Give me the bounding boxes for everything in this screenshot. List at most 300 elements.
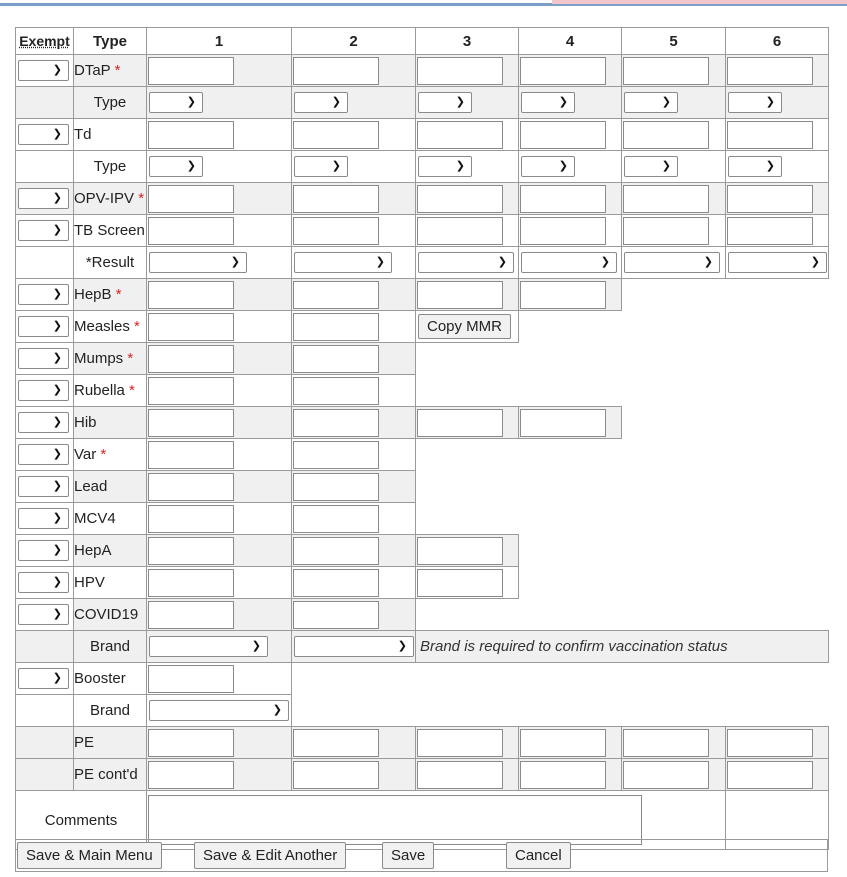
hepb-dose-2[interactable] (293, 281, 379, 309)
chevron-down-icon: ❯ (52, 672, 62, 684)
row-lead (16, 471, 829, 503)
pe-field-6[interactable] (727, 729, 813, 757)
tb-dose-5[interactable] (623, 217, 709, 245)
type-cell (416, 87, 519, 119)
opv-dose-5[interactable] (623, 185, 709, 213)
result-select-6[interactable] (728, 252, 827, 273)
exempt-select-mumps[interactable] (18, 348, 69, 369)
header-col-4: 4 (519, 28, 622, 55)
hib-dose-3[interactable] (417, 409, 503, 437)
pe-contd-field-3[interactable] (417, 761, 503, 789)
covid-brand-select-2[interactable] (294, 636, 414, 657)
chevron-down-icon: ❯ (52, 224, 62, 236)
mcv4-dose-1[interactable] (148, 505, 234, 533)
hepa-dose-3[interactable] (417, 537, 503, 565)
dose-cell (147, 183, 292, 215)
dose-cell (292, 343, 416, 375)
row-tb-result (16, 247, 829, 279)
covid-brand-select-1[interactable] (149, 636, 268, 657)
empty-cell (292, 695, 829, 727)
dose-cell (622, 759, 726, 791)
exempt-cell (16, 439, 74, 471)
result-select-3[interactable] (418, 252, 514, 273)
exempt-cell (16, 183, 74, 215)
copy-mmr-cell (416, 311, 519, 343)
dose-cell (292, 407, 416, 439)
dose-cell (292, 599, 416, 631)
opv-dose-2[interactable] (293, 185, 379, 213)
opv-dose-1[interactable] (148, 185, 234, 213)
empty-cell (16, 151, 74, 183)
chevron-down-icon: ❯ (186, 96, 196, 108)
empty-cell (16, 727, 74, 759)
hepb-dose-3[interactable] (417, 281, 503, 309)
chevron-down-icon: ❯ (600, 256, 610, 268)
var-dose-1[interactable] (148, 441, 234, 469)
dose-cell (292, 567, 416, 599)
exempt-select-mcv4[interactable] (18, 508, 69, 529)
brand-note-cell (416, 631, 829, 663)
td-type-select-2[interactable] (294, 156, 348, 177)
row-hib (16, 407, 829, 439)
header-exempt: Exempt (16, 28, 74, 55)
dose-cell (147, 407, 292, 439)
mcv4-dose-2[interactable] (293, 505, 379, 533)
dose-cell (622, 727, 726, 759)
tb-dose-6[interactable] (727, 217, 813, 245)
exempt-cell (16, 279, 74, 311)
chevron-down-icon: ❯ (52, 192, 62, 204)
td-dose-2[interactable] (293, 121, 379, 149)
dose-cell (292, 311, 416, 343)
dose-cell (147, 311, 292, 343)
chevron-down-icon: ❯ (703, 256, 713, 268)
empty-cell (416, 599, 829, 631)
pe-contd-field-5[interactable] (623, 761, 709, 789)
required-marker: * (129, 382, 135, 399)
result-select-5[interactable] (624, 252, 720, 273)
vaccine-label: Booster (74, 663, 147, 695)
save-button[interactable]: Save (382, 842, 434, 869)
chevron-down-icon: ❯ (765, 96, 775, 108)
tb-dose-2[interactable] (293, 217, 379, 245)
required-marker: * (115, 286, 122, 303)
chevron-down-icon: ❯ (52, 288, 62, 300)
dtap-type-select-6[interactable] (728, 92, 782, 113)
dose-cell (622, 119, 726, 151)
required-marker: * (138, 190, 145, 207)
dose-cell (292, 439, 416, 471)
vaccine-label: Td (74, 119, 147, 151)
dtap-type-select-3[interactable] (418, 92, 472, 113)
empty-cell (16, 759, 74, 791)
row-opv-ipv (16, 183, 829, 215)
immunization-grid (15, 27, 829, 850)
required-marker: * (100, 446, 107, 463)
required-marker: * (127, 350, 134, 367)
dose-cell (416, 55, 519, 87)
empty-cell (519, 567, 829, 599)
vaccine-label: HepB * (74, 279, 147, 311)
vaccine-label: TB Screen (74, 215, 147, 247)
dtap-dose-5[interactable] (623, 57, 709, 85)
dose-cell (292, 279, 416, 311)
exempt-select-covid[interactable] (18, 604, 69, 625)
dose-cell (292, 55, 416, 87)
exempt-cell (16, 375, 74, 407)
opv-dose-6[interactable] (727, 185, 813, 213)
pe-field-2[interactable] (293, 729, 379, 757)
pe-contd-field-6[interactable] (727, 761, 813, 789)
dose-cell (726, 55, 829, 87)
chevron-down-icon: ❯ (52, 480, 62, 492)
row-pe-contd (16, 759, 829, 791)
empty-cell (416, 503, 829, 535)
header-row (16, 28, 829, 55)
top-bar (0, 0, 847, 8)
type-cell (147, 151, 292, 183)
chevron-down-icon: ❯ (52, 416, 62, 428)
save-edit-another-button[interactable]: Save & Edit Another (194, 842, 346, 869)
exempt-cell (16, 599, 74, 631)
header-col-3: 3 (416, 28, 519, 55)
chevron-down-icon: ❯ (52, 544, 62, 556)
dose-cell (416, 567, 519, 599)
dose-cell (292, 759, 416, 791)
cancel-button[interactable]: Cancel (506, 842, 571, 869)
result-select-4[interactable] (521, 252, 617, 273)
dose-cell (519, 55, 622, 87)
dose-cell (292, 183, 416, 215)
hib-dose-2[interactable] (293, 409, 379, 437)
exempt-select-td[interactable] (18, 124, 69, 145)
dose-cell (147, 567, 292, 599)
row-td (16, 119, 829, 151)
chevron-down-icon: ❯ (765, 160, 775, 172)
rubella-dose-2[interactable] (293, 377, 379, 405)
dose-cell (726, 727, 829, 759)
type-label: Type (74, 87, 147, 119)
chevron-down-icon: ❯ (52, 128, 62, 140)
vaccine-label: OPV-IPV * (74, 183, 147, 215)
td-type-select-6[interactable] (728, 156, 782, 177)
opv-dose-4[interactable] (520, 185, 606, 213)
td-type-select-4[interactable] (521, 156, 575, 177)
dose-cell (622, 215, 726, 247)
exempt-cell (16, 55, 74, 87)
empty-cell (622, 279, 829, 311)
dose-cell (147, 599, 292, 631)
comments-textarea[interactable] (148, 795, 642, 845)
empty-cell (519, 535, 829, 567)
vaccine-label: Var * (74, 439, 147, 471)
exempt-cell (16, 567, 74, 599)
type-cell (416, 151, 519, 183)
dose-cell (147, 663, 292, 695)
chevron-down-icon: ❯ (52, 608, 62, 620)
header-col-1: 1 (147, 28, 292, 55)
brand-required-note: Brand is required to confirm vaccination status (420, 638, 728, 655)
dose-cell (726, 183, 829, 215)
brand-cell (147, 631, 292, 663)
chevron-down-icon: ❯ (397, 640, 407, 652)
exempt-select-var[interactable] (18, 444, 69, 465)
dose-cell (147, 535, 292, 567)
exempt-cell (16, 663, 74, 695)
dtap-dose-3[interactable] (417, 57, 503, 85)
covid-dose-2[interactable] (293, 601, 379, 629)
dose-cell (519, 119, 622, 151)
empty-cell (416, 375, 829, 407)
type-cell (726, 151, 829, 183)
td-dose-6[interactable] (727, 121, 813, 149)
dose-cell (147, 375, 292, 407)
row-td-type (16, 151, 829, 183)
td-dose-1[interactable] (148, 121, 234, 149)
hpv-dose-1[interactable] (148, 569, 234, 597)
chevron-down-icon: ❯ (52, 576, 62, 588)
opv-dose-3[interactable] (417, 185, 503, 213)
pe-field-1[interactable] (148, 729, 234, 757)
type-cell (292, 151, 416, 183)
dose-cell (292, 503, 416, 535)
exempt-select-hepa[interactable] (18, 540, 69, 561)
chevron-down-icon: ❯ (52, 64, 62, 76)
chevron-down-icon: ❯ (230, 256, 240, 268)
pe-contd-field-4[interactable] (520, 761, 606, 789)
exempt-select-hepb[interactable] (18, 284, 69, 305)
row-hepb (16, 279, 829, 311)
dose-cell (147, 503, 292, 535)
row-dtap-type (16, 87, 829, 119)
type-cell (622, 87, 726, 119)
dose-cell (519, 215, 622, 247)
booster-dose-1[interactable] (148, 665, 234, 693)
td-type-select-1[interactable] (149, 156, 203, 177)
pe-label: PE (74, 727, 147, 759)
pe-field-5[interactable] (623, 729, 709, 757)
booster-brand-select[interactable] (149, 700, 289, 721)
exempt-select-hib[interactable] (18, 412, 69, 433)
empty-cell (416, 343, 829, 375)
row-var (16, 439, 829, 471)
chevron-down-icon: ❯ (455, 160, 465, 172)
covid-dose-1[interactable] (148, 601, 234, 629)
row-booster (16, 663, 829, 695)
exempt-select-tb[interactable] (18, 220, 69, 241)
hepa-dose-1[interactable] (148, 537, 234, 565)
hepb-dose-1[interactable] (148, 281, 234, 309)
dose-cell (416, 535, 519, 567)
dose-cell (519, 727, 622, 759)
vaccine-label: Hib (74, 407, 147, 439)
dose-cell (622, 55, 726, 87)
row-covid-brand (16, 631, 829, 663)
pe-contd-field-2[interactable] (293, 761, 379, 789)
header-type: Type (74, 28, 147, 55)
td-type-select-5[interactable] (624, 156, 678, 177)
chevron-down-icon: ❯ (52, 512, 62, 524)
dtap-type-select-2[interactable] (294, 92, 348, 113)
chevron-down-icon: ❯ (272, 704, 282, 716)
hpv-dose-3[interactable] (417, 569, 503, 597)
row-hpv (16, 567, 829, 599)
hpv-dose-2[interactable] (293, 569, 379, 597)
lead-dose-2[interactable] (293, 473, 379, 501)
tb-dose-3[interactable] (417, 217, 503, 245)
td-dose-5[interactable] (623, 121, 709, 149)
tb-dose-4[interactable] (520, 217, 606, 245)
hib-dose-1[interactable] (148, 409, 234, 437)
dose-cell (519, 279, 622, 311)
mumps-dose-1[interactable] (148, 345, 234, 373)
tb-dose-1[interactable] (148, 217, 234, 245)
dose-cell (147, 471, 292, 503)
dose-cell (726, 759, 829, 791)
exempt-cell (16, 119, 74, 151)
dose-cell (519, 183, 622, 215)
row-booster-brand (16, 695, 829, 727)
empty-cell (622, 407, 829, 439)
dtap-dose-1[interactable] (148, 57, 234, 85)
var-dose-2[interactable] (293, 441, 379, 469)
row-measles (16, 311, 829, 343)
hib-dose-4[interactable] (520, 409, 606, 437)
exempt-select-opv[interactable] (18, 188, 69, 209)
dose-cell (622, 183, 726, 215)
measles-dose-2[interactable] (293, 313, 379, 341)
dtap-type-select-5[interactable] (624, 92, 678, 113)
dose-cell (292, 375, 416, 407)
top-bar-accent (552, 0, 847, 4)
type-cell (726, 87, 829, 119)
dose-cell (726, 215, 829, 247)
dtap-dose-6[interactable] (727, 57, 813, 85)
chevron-down-icon: ❯ (810, 256, 820, 268)
result-select-1[interactable] (149, 252, 247, 273)
result-cell (622, 247, 726, 279)
chevron-down-icon: ❯ (52, 320, 62, 332)
dose-cell (147, 439, 292, 471)
vaccine-label: COVID19 (74, 599, 147, 631)
chevron-down-icon: ❯ (455, 96, 465, 108)
header-col-5: 5 (622, 28, 726, 55)
exempt-select-lead[interactable] (18, 476, 69, 497)
exempt-cell (16, 503, 74, 535)
result-cell (147, 247, 292, 279)
pe-contd-field-1[interactable] (148, 761, 234, 789)
vaccine-label: DTaP * (74, 55, 147, 87)
dose-cell (147, 55, 292, 87)
exempt-select-dtap[interactable] (18, 60, 69, 81)
measles-dose-1[interactable] (148, 313, 234, 341)
dose-cell (292, 119, 416, 151)
empty-cell (16, 695, 74, 727)
dtap-dose-2[interactable] (293, 57, 379, 85)
empty-cell (16, 631, 74, 663)
dose-cell (416, 727, 519, 759)
empty-cell (292, 663, 829, 695)
exempt-cell (16, 407, 74, 439)
save-main-menu-button[interactable]: Save & Main Menu (17, 842, 162, 869)
dose-cell (147, 279, 292, 311)
chevron-down-icon: ❯ (558, 96, 568, 108)
dose-cell (416, 759, 519, 791)
type-cell (519, 87, 622, 119)
pe-field-4[interactable] (520, 729, 606, 757)
exempt-select-hpv[interactable] (18, 572, 69, 593)
brand-label: Brand (74, 695, 147, 727)
vaccine-label: Mumps * (74, 343, 147, 375)
row-dtap (16, 55, 829, 87)
row-tb-screen (16, 215, 829, 247)
hepb-dose-4[interactable] (520, 281, 606, 309)
vaccine-label: Rubella * (74, 375, 147, 407)
dose-cell (292, 215, 416, 247)
mumps-dose-2[interactable] (293, 345, 379, 373)
dose-cell (147, 759, 292, 791)
dtap-type-select-4[interactable] (521, 92, 575, 113)
vaccine-label: HepA (74, 535, 147, 567)
hepa-dose-2[interactable] (293, 537, 379, 565)
exempt-select-rubella[interactable] (18, 380, 69, 401)
empty-cell (416, 471, 829, 503)
row-mumps (16, 343, 829, 375)
result-label: *Result (74, 247, 147, 279)
vaccine-label: MCV4 (74, 503, 147, 535)
type-cell (622, 151, 726, 183)
row-pe (16, 727, 829, 759)
pe-field-3[interactable] (417, 729, 503, 757)
brand-cell (147, 695, 292, 727)
row-mcv4 (16, 503, 829, 535)
result-cell (292, 247, 416, 279)
result-cell (519, 247, 622, 279)
result-select-2[interactable] (294, 252, 392, 273)
exempt-select-measles[interactable] (18, 316, 69, 337)
chevron-down-icon: ❯ (375, 256, 385, 268)
dose-cell (416, 279, 519, 311)
dose-cell (416, 183, 519, 215)
td-type-select-3[interactable] (418, 156, 472, 177)
exempt-cell (16, 535, 74, 567)
exempt-cell (16, 215, 74, 247)
required-marker: * (114, 62, 121, 79)
chevron-down-icon: ❯ (186, 160, 196, 172)
dose-cell (726, 119, 829, 151)
exempt-cell (16, 311, 74, 343)
exempt-cell (16, 343, 74, 375)
copy-mmr-button[interactable]: Copy MMR (418, 314, 511, 339)
dose-cell (147, 119, 292, 151)
row-hepa (16, 535, 829, 567)
brand-cell (292, 631, 416, 663)
td-dose-3[interactable] (417, 121, 503, 149)
dose-cell (147, 727, 292, 759)
chevron-down-icon: ❯ (661, 96, 671, 108)
rubella-dose-1[interactable] (148, 377, 234, 405)
dtap-dose-4[interactable] (520, 57, 606, 85)
dose-cell (519, 407, 622, 439)
dose-cell (292, 535, 416, 567)
lead-dose-1[interactable] (148, 473, 234, 501)
dose-cell (147, 215, 292, 247)
exempt-select-booster[interactable] (18, 668, 69, 689)
td-dose-4[interactable] (520, 121, 606, 149)
type-cell (147, 87, 292, 119)
dtap-type-select-1[interactable] (149, 92, 203, 113)
vaccine-label: HPV (74, 567, 147, 599)
